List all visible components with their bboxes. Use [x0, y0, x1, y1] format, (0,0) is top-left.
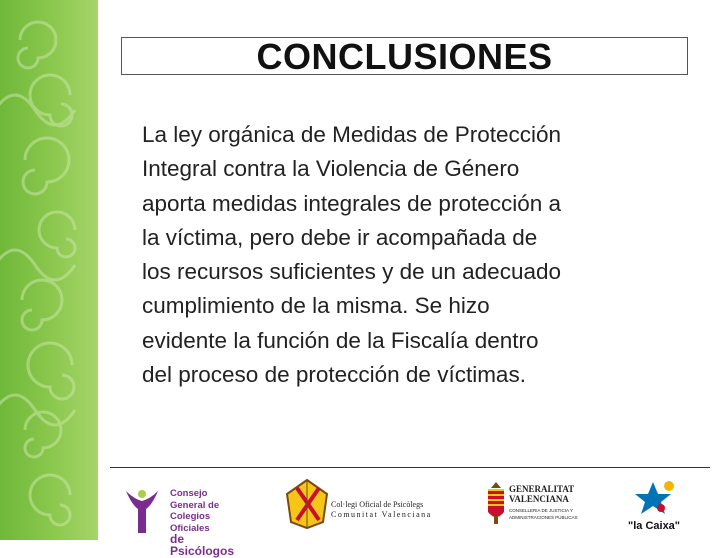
slide-title: CONCLUSIONES: [256, 36, 553, 77]
logo2-line: Comunitat Valenciana: [331, 510, 432, 519]
body-line: cumplimiento de la misma. Se hizo: [142, 293, 490, 319]
body-line: evidente la función de la Fiscalía dentro: [142, 327, 539, 353]
body-line: la víctima, pero debe ir acompañada de: [142, 224, 538, 250]
logo-consejo-general-psicologos: [120, 485, 245, 558]
swirl-pattern: [0, 0, 98, 540]
logo2-line: Col·legi Oficial de Psicòlegs: [331, 500, 424, 509]
footer-divider: [110, 467, 710, 468]
shield-emblem-icon: [285, 478, 329, 530]
body-line: del proceso de protección de víctimas.: [142, 362, 526, 388]
psi-figure-icon: [120, 485, 168, 535]
body-line: La ley orgánica de Medidas de Protección: [142, 122, 562, 147]
body-line: Integral contra la Violencia de Género: [142, 156, 520, 182]
slide-body: [142, 118, 702, 392]
title-box: [121, 37, 688, 75]
decorative-green-band: [0, 0, 98, 540]
logo1-line: de Psicólogos: [170, 532, 235, 558]
logo3-line: GENERALITAT: [509, 484, 575, 494]
body-line: aporta medidas integrales de protección a: [142, 190, 562, 216]
logo3-line: CONSELLERIA DE JUSTICIA Y: [509, 508, 573, 513]
body-line: los recursos suficientes y de un adecuado: [142, 259, 561, 285]
logo1-line: Colegios Oficiales: [170, 511, 211, 534]
star-icon: [631, 478, 683, 518]
coat-of-arms-icon: [485, 480, 507, 526]
logo-generalitat-valenciana: [485, 478, 578, 536]
logo-la-caixa: [624, 478, 690, 536]
la-caixa-wordmark: "la Caixa": [628, 520, 681, 532]
logo-collegi-psicolegs: [285, 478, 440, 536]
logo3-line: ADMINISTRACIONES PÚBLICAS: [509, 515, 578, 520]
logo1-line: Consejo General de: [170, 488, 220, 511]
logo3-line: VALENCIANA: [509, 494, 569, 504]
